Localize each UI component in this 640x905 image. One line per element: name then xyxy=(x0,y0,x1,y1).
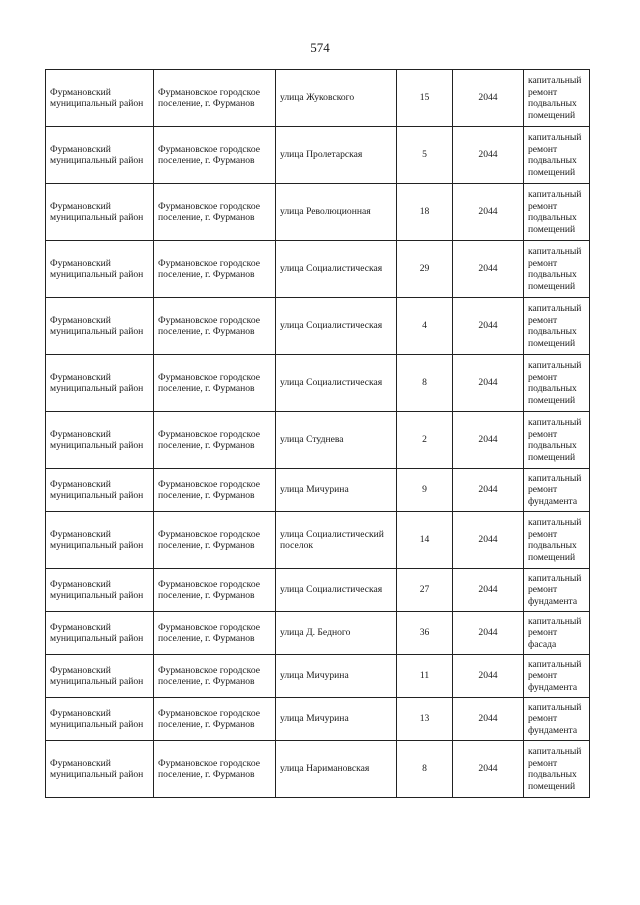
street-cell: улица Социалистическая xyxy=(276,569,397,612)
work-type-cell: капитальный ремонт подвальных помещений xyxy=(524,412,590,469)
table-row xyxy=(46,469,590,512)
table-row xyxy=(46,741,590,798)
district-cell: Фурмановский муниципальный район xyxy=(46,355,154,412)
year-cell: 2044 xyxy=(453,127,524,184)
year-cell: 2044 xyxy=(453,698,524,741)
street-cell: улица Пролетарская xyxy=(276,127,397,184)
table-row xyxy=(46,70,590,127)
work-type-cell: капитальный ремонт подвальных помещений xyxy=(524,741,590,798)
year-cell: 2044 xyxy=(453,241,524,298)
work-type-cell: капитальный ремонт фундамента xyxy=(524,655,590,698)
page-number: 574 xyxy=(310,40,330,55)
street-cell: улица Мичурина xyxy=(276,655,397,698)
district-cell: Фурмановский муниципальный район xyxy=(46,70,154,127)
district-cell: Фурмановский муниципальный район xyxy=(46,655,154,698)
year-cell: 2044 xyxy=(453,612,524,655)
street-cell: улица Революционная xyxy=(276,184,397,241)
house-number-cell: 8 xyxy=(397,741,453,798)
house-number-cell: 13 xyxy=(397,698,453,741)
settlement-cell: Фурмановское городское поселение, г. Фурманов xyxy=(154,127,276,184)
table-row xyxy=(46,184,590,241)
repair-schedule-table xyxy=(45,69,590,798)
work-type-cell: капитальный ремонт подвальных помещений xyxy=(524,355,590,412)
year-cell: 2044 xyxy=(453,569,524,612)
work-type-cell: капитальный ремонт фасада xyxy=(524,612,590,655)
table-row xyxy=(46,698,590,741)
work-type-cell: капитальный ремонт подвальных помещений xyxy=(524,127,590,184)
settlement-cell: Фурмановское городское поселение, г. Фурманов xyxy=(154,70,276,127)
work-type-cell: капитальный ремонт фундамента xyxy=(524,698,590,741)
settlement-cell: Фурмановское городское поселение, г. Фурманов xyxy=(154,612,276,655)
settlement-cell: Фурмановское городское поселение, г. Фурманов xyxy=(154,298,276,355)
house-number-cell: 4 xyxy=(397,298,453,355)
year-cell: 2044 xyxy=(453,741,524,798)
work-type-cell: капитальный ремонт фундамента xyxy=(524,569,590,612)
street-cell: улица Студнева xyxy=(276,412,397,469)
work-type-cell: капитальный ремонт подвальных помещений xyxy=(524,241,590,298)
house-number-cell: 29 xyxy=(397,241,453,298)
table-body xyxy=(46,70,590,798)
house-number-cell: 15 xyxy=(397,70,453,127)
district-cell: Фурмановский муниципальный район xyxy=(46,741,154,798)
street-cell: улица Наримановская xyxy=(276,741,397,798)
street-cell: улица Мичурина xyxy=(276,698,397,741)
street-cell: улица Социалистическая xyxy=(276,298,397,355)
street-cell: улица Мичурина xyxy=(276,469,397,512)
year-cell: 2044 xyxy=(453,512,524,569)
district-cell: Фурмановский муниципальный район xyxy=(46,127,154,184)
house-number-cell: 27 xyxy=(397,569,453,612)
work-type-cell: капитальный ремонт подвальных помещений xyxy=(524,298,590,355)
street-cell: улица Социалистическая xyxy=(276,355,397,412)
work-type-cell: капитальный ремонт подвальных помещений xyxy=(524,70,590,127)
settlement-cell: Фурмановское городское поселение, г. Фурманов xyxy=(154,512,276,569)
year-cell: 2044 xyxy=(453,412,524,469)
settlement-cell: Фурмановское городское поселение, г. Фурманов xyxy=(154,569,276,612)
street-cell: улица Д. Бедного xyxy=(276,612,397,655)
work-type-cell: капитальный ремонт фундамента xyxy=(524,469,590,512)
table-row xyxy=(46,127,590,184)
house-number-cell: 2 xyxy=(397,412,453,469)
settlement-cell: Фурмановское городское поселение, г. Фурманов xyxy=(154,241,276,298)
work-type-cell: капитальный ремонт подвальных помещений xyxy=(524,512,590,569)
settlement-cell: Фурмановское городское поселение, г. Фурманов xyxy=(154,469,276,512)
table-row xyxy=(46,412,590,469)
table-row xyxy=(46,512,590,569)
table-row xyxy=(46,355,590,412)
house-number-cell: 18 xyxy=(397,184,453,241)
settlement-cell: Фурмановское городское поселение, г. Фурманов xyxy=(154,655,276,698)
district-cell: Фурмановский муниципальный район xyxy=(46,569,154,612)
settlement-cell: Фурмановское городское поселение, г. Фурманов xyxy=(154,355,276,412)
settlement-cell: Фурмановское городское поселение, г. Фурманов xyxy=(154,184,276,241)
house-number-cell: 11 xyxy=(397,655,453,698)
street-cell: улица Жуковского xyxy=(276,70,397,127)
settlement-cell: Фурмановское городское поселение, г. Фурманов xyxy=(154,741,276,798)
settlement-cell: Фурмановское городское поселение, г. Фурманов xyxy=(154,698,276,741)
table-row xyxy=(46,298,590,355)
house-number-cell: 5 xyxy=(397,127,453,184)
house-number-cell: 14 xyxy=(397,512,453,569)
district-cell: Фурмановский муниципальный район xyxy=(46,698,154,741)
year-cell: 2044 xyxy=(453,469,524,512)
year-cell: 2044 xyxy=(453,70,524,127)
district-cell: Фурмановский муниципальный район xyxy=(46,412,154,469)
house-number-cell: 36 xyxy=(397,612,453,655)
street-cell: улица Социалистическая xyxy=(276,241,397,298)
table-row xyxy=(46,655,590,698)
district-cell: Фурмановский муниципальный район xyxy=(46,512,154,569)
district-cell: Фурмановский муниципальный район xyxy=(46,184,154,241)
district-cell: Фурмановский муниципальный район xyxy=(46,298,154,355)
year-cell: 2044 xyxy=(453,184,524,241)
district-cell: Фурмановский муниципальный район xyxy=(46,241,154,298)
district-cell: Фурмановский муниципальный район xyxy=(46,612,154,655)
year-cell: 2044 xyxy=(453,298,524,355)
year-cell: 2044 xyxy=(453,655,524,698)
settlement-cell: Фурмановское городское поселение, г. Фурманов xyxy=(154,412,276,469)
street-cell: улица Социалистический поселок xyxy=(276,512,397,569)
work-type-cell: капитальный ремонт подвальных помещений xyxy=(524,184,590,241)
house-number-cell: 8 xyxy=(397,355,453,412)
table-row xyxy=(46,612,590,655)
year-cell: 2044 xyxy=(453,355,524,412)
table-row xyxy=(46,241,590,298)
house-number-cell: 9 xyxy=(397,469,453,512)
district-cell: Фурмановский муниципальный район xyxy=(46,469,154,512)
table-row xyxy=(46,569,590,612)
